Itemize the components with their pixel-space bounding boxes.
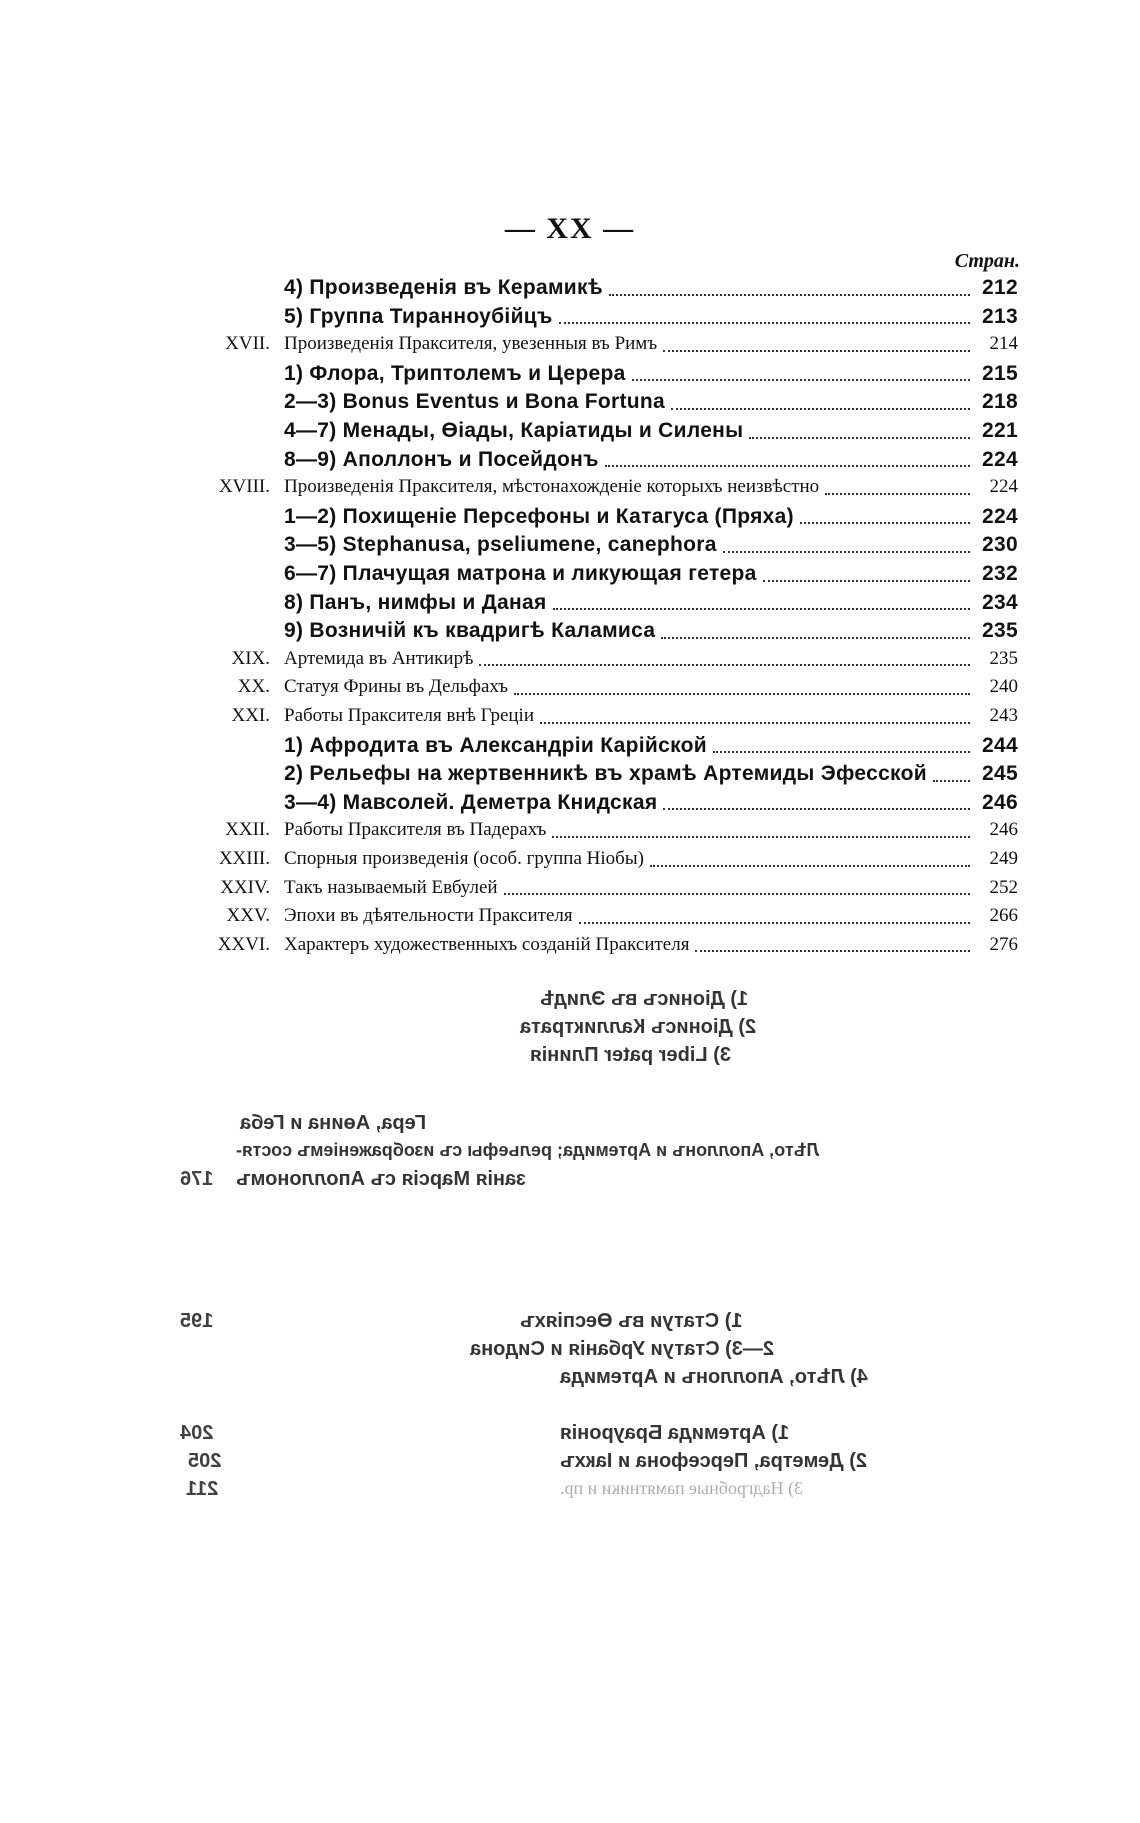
toc-entry-title: 4—7) Менады, Өіады, Каріатиды и Силены xyxy=(284,419,744,442)
bleed-line: 4) Лѣто, Аполлонъ и Артемида xyxy=(560,1366,868,1388)
dot-leader xyxy=(723,550,970,553)
bleed-page-number: 176 xyxy=(180,1168,214,1190)
toc-entry-page: 214 xyxy=(989,333,1018,355)
toc-entry-title: 8) Панъ, нимфы и Даная xyxy=(284,590,547,614)
toc-entry-title: 1—2) Похищеніе Персефоны и Катагуса (Пряха) xyxy=(284,504,794,528)
toc-row xyxy=(0,934,1140,962)
toc-entry-title: Артемида въ Антикирѣ xyxy=(284,647,474,669)
dot-leader xyxy=(713,750,970,753)
toc-entry-title: 5) Группа Тиранноубійцъ xyxy=(284,304,553,328)
toc-chapter-numeral: XIX. xyxy=(231,647,270,669)
dot-leader xyxy=(933,779,970,782)
toc-chapter-numeral: XXII. xyxy=(225,819,270,841)
toc-entry xyxy=(284,362,1018,386)
toc-entry xyxy=(284,877,1018,899)
toc-row xyxy=(0,533,1140,561)
toc-entry-title: Произведенія Праксителя, увезенныя въ Римъ xyxy=(284,333,658,355)
toc-entry-page: 224 xyxy=(982,447,1018,471)
dot-leader xyxy=(605,464,970,467)
toc-row xyxy=(0,877,1140,905)
toc-entry xyxy=(284,676,1018,698)
bleed-line: 3) Надгробные памятники и пр. xyxy=(560,1478,803,1498)
toc-chapter-numeral: XXVI. xyxy=(217,933,270,955)
dot-leader xyxy=(559,321,970,324)
dot-leader xyxy=(650,864,970,867)
toc-entry xyxy=(284,505,1018,529)
toc-chapter-numeral: XXIV. xyxy=(220,876,270,898)
bleed-line: Гера, Аөина и Геба xyxy=(240,1112,427,1134)
toc-chapter-numeral: XXI. xyxy=(231,705,270,726)
toc-entry-page: 245 xyxy=(982,762,1018,786)
toc-entry-page: 243 xyxy=(989,705,1018,726)
toc-entry-page: 244 xyxy=(982,733,1018,757)
toc-chapter-numeral: XXIII. xyxy=(218,848,270,869)
toc-entry-title: 3—4) Мавсолей. Деметра Книдская xyxy=(284,790,658,814)
toc-entry-page: 252 xyxy=(989,876,1018,898)
toc-entry-page: 249 xyxy=(989,848,1018,869)
dot-leader xyxy=(609,293,970,296)
toc-row xyxy=(0,819,1140,847)
toc-entry-title: 1) Флора, Триптолемъ и Церера xyxy=(284,361,626,385)
toc-entry xyxy=(284,419,1018,443)
toc-entry-page: 215 xyxy=(982,361,1018,385)
dot-leader xyxy=(825,492,970,495)
toc-row xyxy=(0,476,1140,504)
toc-row xyxy=(0,762,1140,790)
toc-row xyxy=(0,791,1140,819)
toc-entry-page: 213 xyxy=(982,304,1018,328)
dot-leader xyxy=(663,807,970,810)
bleed-line: 3) Liber pater Плинія xyxy=(530,1044,731,1066)
toc-chapter-numeral: XX. xyxy=(237,676,270,698)
dot-leader xyxy=(749,436,970,439)
toc-entry-title: 1) Афродита въ Александріи Карійской xyxy=(284,733,707,757)
toc-row xyxy=(0,562,1140,590)
toc-entry-page: 230 xyxy=(982,533,1018,557)
toc-row xyxy=(0,305,1140,333)
toc-entry xyxy=(284,934,1018,956)
bleed-page-number: 195 xyxy=(180,1310,214,1332)
dot-leader xyxy=(540,721,970,724)
page-column-label: Стран. xyxy=(954,250,1020,272)
toc-row xyxy=(0,390,1140,418)
toc-entry-title: Статуя Фрины въ Дельфахъ xyxy=(284,676,509,698)
toc-entry-title: 6—7) Плачущая матрона и ликующая гетера xyxy=(284,562,757,585)
toc-entry xyxy=(284,762,1018,786)
dot-leader xyxy=(800,521,970,524)
toc-entry-page: 218 xyxy=(982,390,1018,414)
toc-entry-page: 232 xyxy=(982,562,1018,585)
toc-entry-title: Эпохи въ дѣятельности Праксителя xyxy=(284,905,573,927)
toc-row xyxy=(0,848,1140,876)
toc-entry xyxy=(284,448,1018,472)
bleed-page-number: 204 xyxy=(180,1422,214,1444)
toc-entry-page: 221 xyxy=(982,419,1018,442)
toc-row xyxy=(0,705,1140,733)
toc-entry xyxy=(284,705,1018,727)
toc-row xyxy=(0,505,1140,533)
toc-entry-title: 9) Возничій къ квадригѣ Каламиса xyxy=(284,619,656,643)
toc-row xyxy=(0,448,1140,476)
toc-entry-page: 276 xyxy=(989,933,1018,955)
toc-entry xyxy=(284,562,1018,586)
dot-leader xyxy=(479,663,970,666)
toc-entry-title: 8—9) Аполлонъ и Посейдонъ xyxy=(284,447,599,471)
bleed-line: 1) Артемида Брауронія xyxy=(560,1422,790,1444)
toc-entry xyxy=(284,533,1018,557)
dot-leader xyxy=(671,407,970,410)
toc-entry-page: 235 xyxy=(989,647,1018,669)
toc-entry xyxy=(284,905,1018,927)
bleed-page-number: 211 xyxy=(186,1478,219,1500)
bleed-line: занія Марсія съ Аполлономъ xyxy=(236,1168,526,1190)
bleed-line: 2) Деметра, Персефона и Іакхъ xyxy=(560,1450,868,1472)
dot-leader xyxy=(763,579,970,582)
bleed-page-number: 205 xyxy=(188,1450,222,1472)
toc-entry-title: Работы Праксителя въ Падерахъ xyxy=(284,819,547,841)
dot-leader xyxy=(552,835,970,838)
toc-entry-page: 246 xyxy=(989,819,1018,841)
bleed-line: 2—3) Статуи Урбанія и Сидона xyxy=(470,1338,775,1360)
toc-entry xyxy=(284,333,1018,355)
toc-entry-page: 224 xyxy=(982,504,1018,528)
toc-entry xyxy=(284,791,1018,815)
dot-leader xyxy=(579,921,970,924)
toc-entry-title: 2) Рельефы на жертвенникѣ въ храмѣ Артемиды Эфесской xyxy=(284,762,927,786)
toc-entry-title: 2—3) Bonus Eventus и Bona Fortuna xyxy=(284,390,666,414)
toc-entry-page: 234 xyxy=(982,590,1018,614)
dot-leader xyxy=(663,349,970,352)
toc-row xyxy=(0,648,1140,676)
toc-row xyxy=(0,734,1140,762)
toc-entry xyxy=(284,305,1018,329)
toc-entry-title: 4) Произведенія въ Керамикѣ xyxy=(284,276,603,299)
toc-entry xyxy=(284,819,1018,841)
toc-entry-title: Работы Праксителя внѣ Греціи xyxy=(284,705,534,726)
toc-entry-title: 3—5) Stephanusa, pseliumene, canephora xyxy=(284,533,717,557)
toc-entry xyxy=(284,476,1018,498)
toc-entry-title: Характеръ художественныхъ созданій Праксителя xyxy=(284,933,690,955)
toc-entry-page: 235 xyxy=(982,619,1018,643)
toc-row xyxy=(0,333,1140,361)
dot-leader xyxy=(553,607,970,610)
dot-leader xyxy=(504,892,970,895)
toc-chapter-numeral: XXV. xyxy=(226,905,270,927)
toc-entry-page: 212 xyxy=(982,276,1018,299)
toc-entry-title: Произведенія Праксителя, мѣстонахожденіе которыхъ неизвѣстно xyxy=(284,476,820,498)
toc-chapter-numeral: XVII. xyxy=(225,333,270,355)
toc-entry xyxy=(284,390,1018,414)
bleed-line: 1) Статуи въ Өеспіяхъ xyxy=(520,1310,743,1332)
toc-row xyxy=(0,419,1140,447)
toc-row xyxy=(0,362,1140,390)
page-number: — XX — xyxy=(504,212,636,245)
toc-entry xyxy=(284,734,1018,758)
toc-chapter-numeral: XVIII. xyxy=(218,476,270,498)
toc-entry xyxy=(284,619,1018,643)
toc-entry xyxy=(284,591,1018,615)
toc-entry-title: Спорныя произведенія (особ. группа Ніобы) xyxy=(284,848,644,869)
toc-row xyxy=(0,619,1140,647)
toc-entry-title: Такъ называемый Евбулей xyxy=(284,876,498,898)
bleed-line: 1) Діонисъ въ Элидѣ xyxy=(540,988,749,1010)
dot-leader xyxy=(661,636,970,639)
toc-row xyxy=(0,276,1140,304)
toc-entry-page: 224 xyxy=(989,476,1018,498)
dot-leader xyxy=(514,692,970,695)
toc-entry xyxy=(284,276,1018,300)
toc-row xyxy=(0,676,1140,704)
dot-leader xyxy=(695,949,970,952)
toc-entry-page: 266 xyxy=(989,905,1018,927)
bleed-line: 2) Діонисъ Калликтрата xyxy=(520,1016,757,1038)
toc-entry-page: 240 xyxy=(989,676,1018,698)
toc-entry-page: 246 xyxy=(982,790,1018,814)
toc-row xyxy=(0,905,1140,933)
dot-leader xyxy=(632,378,970,381)
bleed-line: Лѣто, Аполлонъ и Артемида; рельефы съ изображеніемъ состя- xyxy=(236,1140,820,1160)
toc-entry xyxy=(284,648,1018,670)
toc-row xyxy=(0,591,1140,619)
toc-entry xyxy=(284,848,1018,870)
